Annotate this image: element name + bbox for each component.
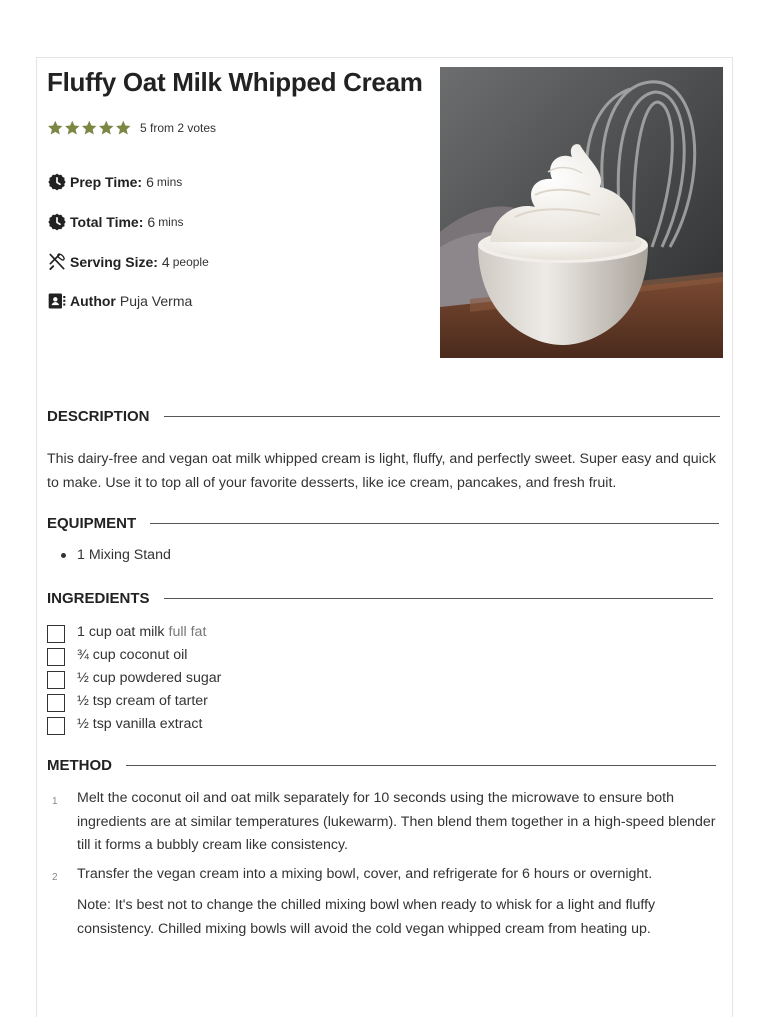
ingredients-heading	[47, 590, 713, 607]
serving-size	[47, 252, 209, 272]
divider	[164, 416, 720, 417]
ingredient-text: ½ tsp vanilla extract	[77, 716, 203, 733]
total-time	[47, 212, 184, 232]
ingredient-note: full fat	[168, 623, 207, 640]
ingredient-text: ½ tsp cream of tarter	[77, 693, 208, 710]
author-name: Puja Verma	[119, 293, 193, 309]
step-number: 2	[52, 871, 58, 883]
method-step	[47, 863, 727, 890]
ingredients-list	[47, 620, 221, 736]
star-icon[interactable]	[81, 119, 98, 137]
author-label: Author	[70, 293, 116, 309]
contact-card-icon	[47, 291, 67, 311]
method-note: Note: It's best not to change the chilled mixing bowl when ready to whisk for a light and fluffy consistency. Chilled mixing bowls will avoid the cold vegan whipped cream from heating up.	[77, 897, 656, 937]
step-text: Melt the coconut oil and oat milk separately for 10 seconds using the microwave to ensure both ingredients are at similar temperatures (lukewarm). Then blend them together in a high-speed blender till it forms a bubbly cream like consistency.	[77, 790, 716, 853]
clock-icon	[47, 212, 67, 232]
ingredient-item	[47, 620, 221, 643]
divider	[164, 598, 713, 599]
recipe-photo	[440, 67, 723, 358]
step-text: Transfer the vegan cream into a mixing bowl, cover, and refrigerate for 6 hours or overnight.	[77, 865, 653, 882]
step-number: 1	[52, 796, 58, 807]
description-heading-text: DESCRIPTION	[47, 408, 150, 425]
prep-time-value: 6	[146, 174, 154, 190]
total-time-unit: mins	[158, 215, 184, 229]
ingredient-checkbox[interactable]	[47, 648, 65, 666]
bullet-icon	[61, 553, 66, 558]
star-icon[interactable]	[115, 119, 132, 137]
ingredients-heading-text: INGREDIENTS	[47, 590, 150, 607]
ingredient-checkbox[interactable]	[47, 671, 65, 689]
star-icon[interactable]	[64, 119, 81, 137]
ingredient-item	[47, 643, 221, 666]
total-time-value: 6	[147, 214, 156, 230]
clock-icon	[47, 172, 67, 192]
serving-size-value[interactable]: 4	[161, 254, 170, 270]
method-heading-text: METHOD	[47, 757, 112, 774]
equipment-heading	[47, 515, 719, 532]
ingredient-item	[47, 713, 221, 736]
description-heading	[47, 408, 720, 425]
ingredient-item	[47, 666, 221, 689]
utensils-icon	[47, 252, 67, 272]
equipment-heading-text: EQUIPMENT	[47, 515, 137, 532]
star-rating[interactable]	[47, 119, 132, 137]
prep-time	[47, 172, 182, 192]
rating[interactable]	[47, 119, 216, 137]
ingredient-checkbox[interactable]	[47, 717, 65, 735]
star-icon[interactable]	[47, 119, 64, 137]
prep-time-label: Prep Time:	[70, 174, 143, 190]
author	[47, 291, 192, 311]
recipe-title: Fluffy Oat Milk Whipped Cream	[47, 67, 423, 97]
divider	[150, 523, 719, 524]
ingredient-checkbox[interactable]	[47, 625, 65, 643]
rating-text: 5 from 2 votes	[140, 121, 217, 135]
ingredient-item	[47, 690, 221, 713]
method-list	[47, 787, 727, 941]
ingredient-text: ¾ cup coconut oil	[77, 646, 188, 663]
method-step	[47, 787, 727, 858]
ingredient-text: ½ cup powdered sugar	[77, 669, 222, 686]
equipment-item-text: 1 Mixing Stand	[77, 547, 171, 563]
equipment-list	[61, 547, 171, 563]
list-item	[61, 547, 171, 563]
serving-size-label: Serving Size:	[70, 254, 158, 270]
prep-time-unit: mins	[156, 175, 183, 189]
serving-size-unit: people	[172, 255, 209, 269]
total-time-label: Total Time:	[70, 214, 144, 230]
ingredient-checkbox[interactable]	[47, 694, 65, 712]
method-heading	[47, 757, 716, 774]
ingredient-text: 1 cup oat milk	[77, 623, 165, 640]
star-icon[interactable]	[98, 119, 115, 137]
description-text: This dairy-free and vegan oat milk whipped cream is light, fluffy, and perfectly sweet. Super easy and quick to make. Use it to top all of your favorite desserts, like ice cream, pancakes, and fresh fruit.	[47, 451, 716, 491]
divider	[126, 765, 716, 766]
